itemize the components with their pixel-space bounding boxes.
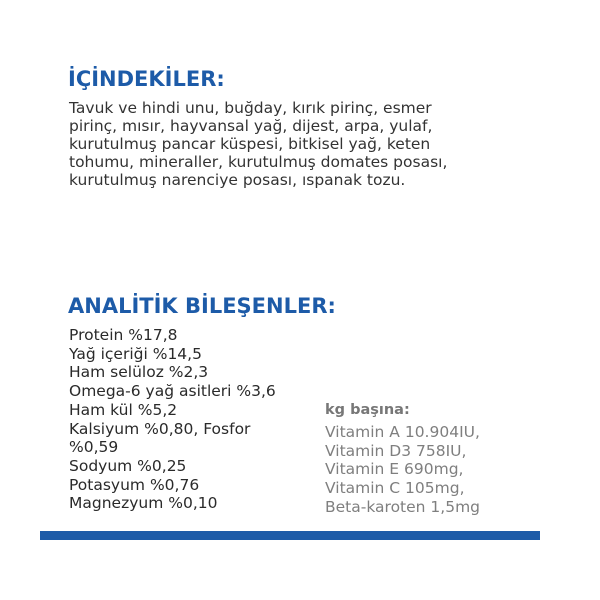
ingredients-text (69, 99, 447, 189)
vitamin-item: Vitamin C 105mg, (325, 479, 465, 498)
vitamin-item: Vitamin A 10.904IU, (325, 423, 480, 441)
analytic-item: Ham kül %5,2 (69, 400, 178, 419)
analytic-item: Yağ içeriği %14,5 (69, 344, 202, 363)
ingredients-line: Tavuk ve hindi unu, buğday, kırık pirinç, esmer (69, 99, 432, 117)
ingredients-heading: İÇİNDEKİLER: (68, 67, 225, 91)
analytic-item: Ham selüloz %2,3 (69, 363, 209, 382)
analytic-heading: ANALİTİK BİLEŞENLER: (68, 294, 336, 318)
vitamin-list (325, 423, 480, 517)
bottom-divider-bar (40, 531, 540, 540)
vitamin-item: Beta-karoten 1,5mg (325, 497, 481, 516)
analytic-item: Potasyum %0,76 (69, 475, 200, 494)
analytic-item: Omega-6 yağ asitleri %3,6 (69, 382, 276, 401)
ingredients-line: tohumu, mineraller, kurutulmuş domates posası, (69, 153, 448, 171)
per-kg-label: kg başına: (325, 402, 410, 418)
analytic-item: Magnezyum %0,10 (69, 494, 218, 513)
analytic-item: Sodyum %0,25 (69, 456, 187, 475)
analytic-item: Protein %17,8 (69, 326, 178, 344)
analytic-list (69, 326, 276, 513)
vitamin-item: Vitamin E 690mg, (325, 460, 464, 479)
ingredients-line: kurutulmuş pancar küspesi, bitkisel yağ, keten (69, 135, 431, 153)
analytic-item: Kalsiyum %0,80, Fosfor (69, 419, 251, 438)
vitamin-item: Vitamin D3 758IU, (325, 441, 467, 460)
ingredients-line: kurutulmuş narenciye posası, ıspanak tozu. (69, 171, 406, 189)
ingredients-line: pirinç, mısır, hayvansal yağ, dijest, arpa, yulaf, (69, 117, 433, 135)
analytic-item: %0,59 (69, 438, 119, 457)
